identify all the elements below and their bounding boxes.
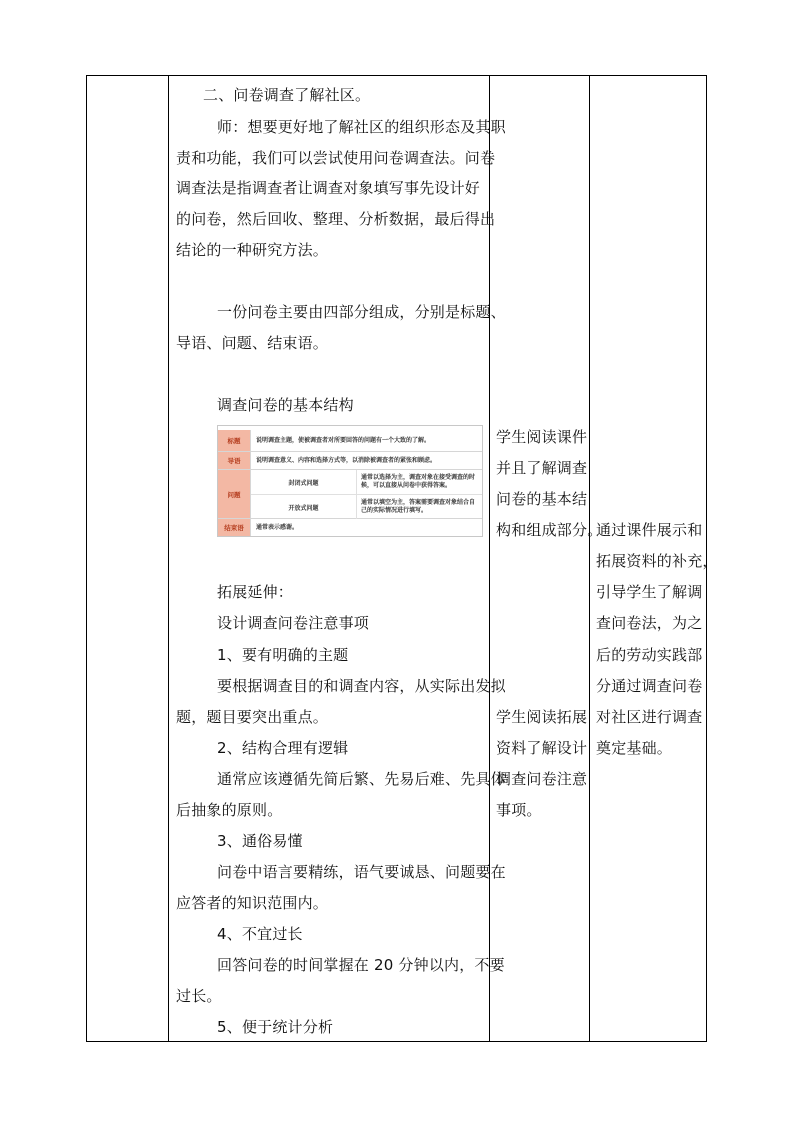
note-body: 后抽象的原则。	[176, 801, 283, 819]
structure-text: 说明调查主题，使被调查者对所要回答的问题有一个大致的了解。	[256, 436, 431, 444]
design-intent-line: 引导学生了解调	[596, 583, 703, 601]
note-body: 问卷中语言要精练，语气要诚恳、问题要在	[217, 863, 506, 881]
student-activity-line: 构和组成部分。	[496, 521, 603, 539]
design-intent-line: 查问卷法，为之	[596, 614, 703, 632]
para2-line: 一份问卷主要由四部分组成，分别是标题、	[217, 303, 506, 321]
design-intent-line: 对社区进行调查	[596, 708, 703, 726]
note-heading: 4、不宜过长	[217, 925, 303, 943]
para1-line: 结论的一种研究方法。	[176, 241, 329, 259]
section-title: 二、问卷调查了解社区。	[203, 86, 371, 104]
student-activity-line: 资料了解设计	[496, 739, 588, 757]
structure-sub-desc: 通常以填空为主，答案需要调查对象结合自己的实际情况进行填写。	[361, 499, 476, 514]
structure-sub-closed	[251, 470, 482, 495]
para1-line: 师：想要更好地了解社区的组织形态及其职	[217, 118, 506, 136]
student-activity-line: 问卷的基本结	[496, 490, 588, 508]
structure-row-questions	[218, 470, 482, 519]
note-body: 题，题目要突出重点。	[176, 708, 329, 726]
structure-text: 通常表示感谢。	[256, 523, 299, 531]
note-body: 回答问卷的时间掌握在 20 分钟以内，不要	[217, 956, 505, 974]
note-body: 应答者的知识范围内。	[176, 894, 329, 912]
design-intent-line: 通过课件展示和	[596, 521, 703, 539]
structure-text: 说明调查意义、内容和选择方式等，以消除被调查者的紧张和顾虑。	[256, 456, 437, 464]
student-activity-line: 并且了解调查	[496, 459, 588, 477]
structure-label: 结束语	[218, 519, 251, 536]
para2-line: 导语、问题、结束语。	[176, 334, 329, 352]
note-body: 通常应该遵循先简后繁、先易后难、先具体	[217, 770, 506, 788]
note-heading: 1、要有明确的主题	[217, 646, 349, 664]
note-heading: 2、结构合理有逻辑	[217, 739, 349, 757]
student-activity-line: 学生阅读课件	[496, 428, 588, 446]
structure-sub-name: 开放式问题	[251, 495, 357, 519]
note-body: 要根据调查目的和调查内容，从实际出发拟	[217, 677, 506, 695]
structure-sub-name: 封闭式问题	[251, 470, 357, 494]
column-divider	[589, 75, 590, 1042]
structure-row-intro	[218, 452, 482, 470]
structure-row-closing	[218, 519, 482, 536]
figure-caption: 调查问卷的基本结构	[217, 396, 354, 414]
student-activity-line: 调查问卷注意	[496, 770, 588, 788]
column-divider	[168, 75, 169, 1042]
note-heading: 5、便于统计分析	[217, 1018, 334, 1036]
student-activity-line: 事项。	[496, 801, 542, 819]
para1-line: 责和功能，我们可以尝试使用问卷调查法。问卷	[176, 149, 496, 167]
design-intent-line: 后的劳动实践部	[596, 646, 703, 664]
structure-row-title	[218, 430, 482, 452]
questionnaire-structure-figure	[217, 425, 483, 537]
structure-sub-desc: 通常以选择为主，调查对象在接受调查的时候，可以直接从问卷中获得答案。	[361, 474, 476, 489]
design-intent-line: 分通过调查问卷	[596, 677, 703, 695]
design-intent-line: 拓展资料的补充，	[596, 552, 718, 570]
para1-line: 的问卷，然后回收、整理、分析数据，最后得出	[176, 210, 496, 228]
note-heading: 3、通俗易懂	[217, 832, 303, 850]
structure-label: 导语	[218, 452, 251, 469]
structure-label: 标题	[218, 430, 251, 451]
student-activity-line: 学生阅读拓展	[496, 708, 588, 726]
extension-title: 拓展延伸：	[217, 583, 294, 601]
note-body: 过长。	[176, 987, 222, 1005]
para1-line: 调查法是指调查者让调查对象填写事先设计好	[176, 179, 481, 197]
structure-label: 问题	[218, 470, 251, 518]
design-intent-line: 奠定基础。	[596, 739, 673, 757]
notes-title: 设计调查问卷注意事项	[217, 614, 370, 632]
structure-sub-open	[251, 495, 482, 519]
